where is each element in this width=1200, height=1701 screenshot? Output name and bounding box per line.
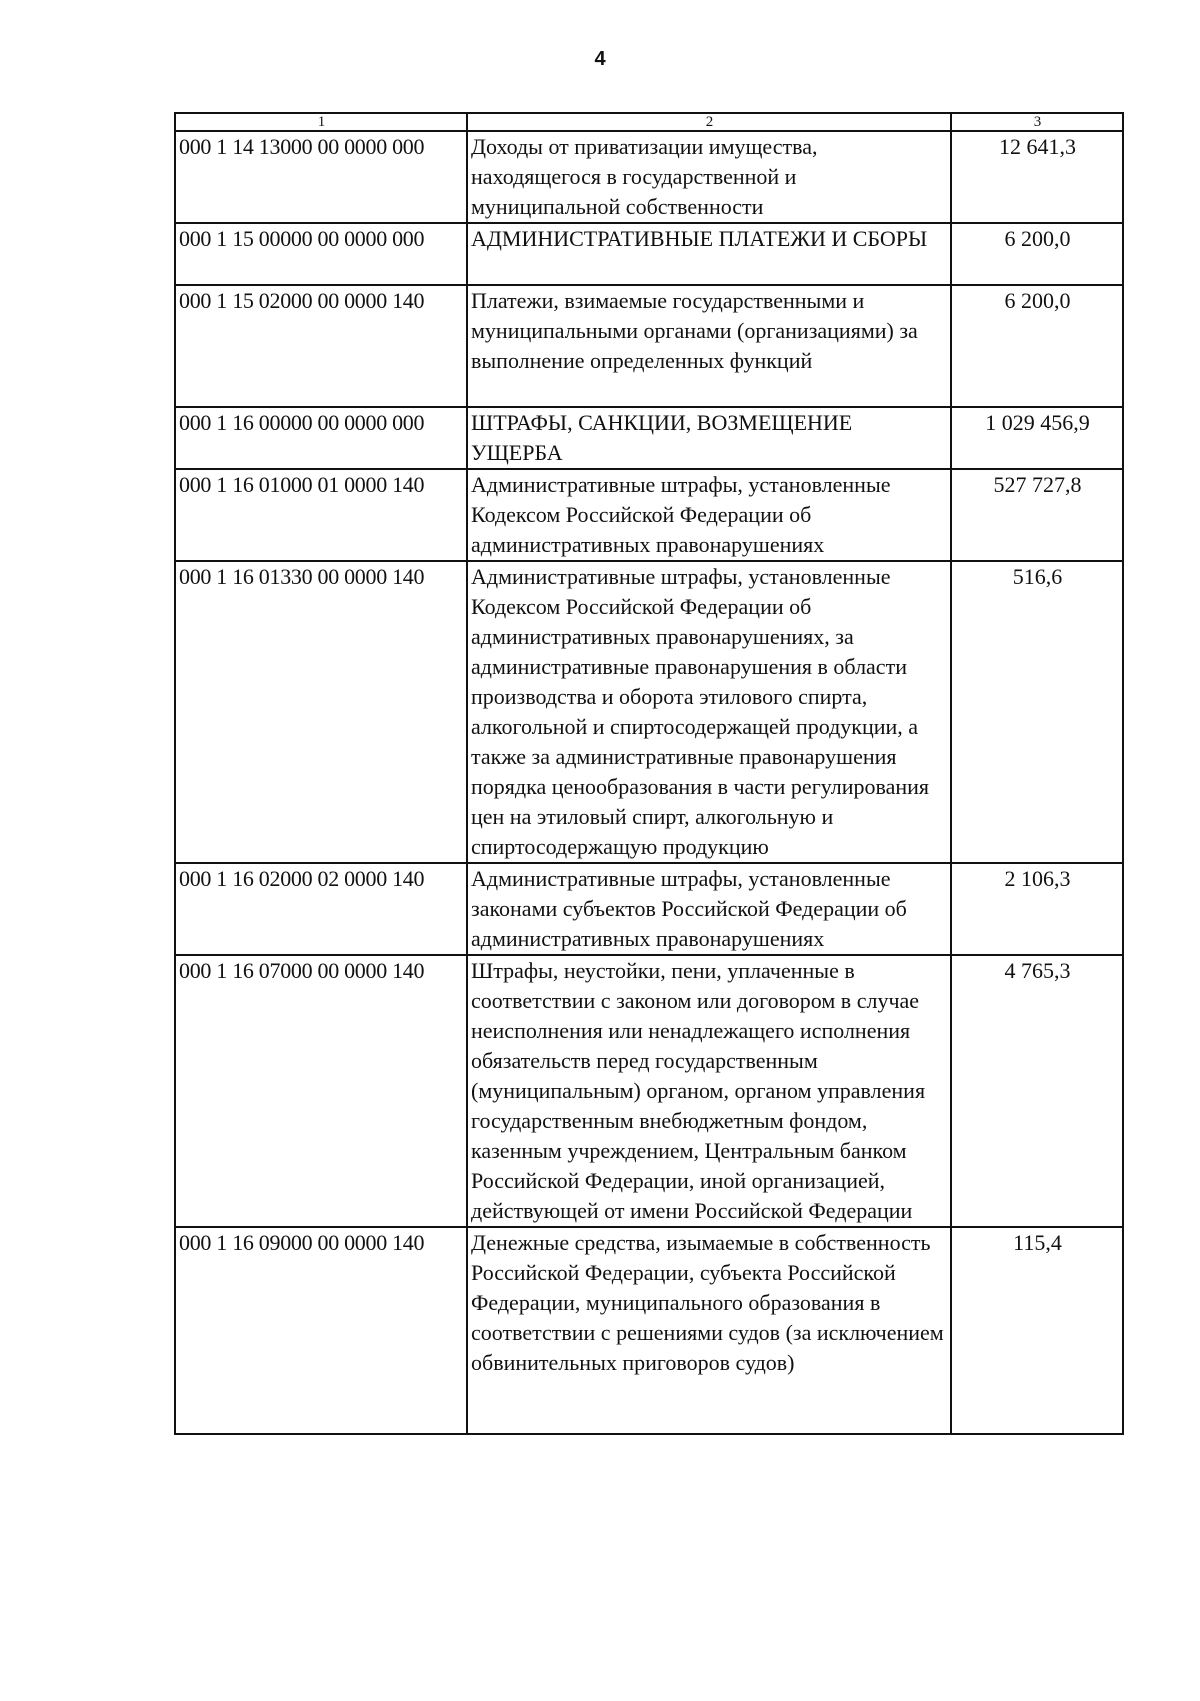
row-name: Денежные средства, изымаемые в собственность Российской Федерации, субъекта Российской Федерации, муниципального образования в соответствии с решениями судов (за исключением обвинительных приговоров судов) — [467, 1227, 951, 1434]
row-name: Платежи, взимаемые государственными и муниципальными органами (организациями) за выполнение определенных функций — [467, 285, 951, 407]
table-row — [175, 469, 1123, 561]
row-code: 000 1 16 09000 00 0000 140 — [175, 1227, 467, 1434]
row-code: 000 1 15 00000 00 0000 000 — [175, 223, 467, 285]
row-name: Штрафы, неустойки, пени, уплаченные в соответствии с законом или договором в случае неисполнения или ненадлежащего исполнения обязательств перед государственным (муниципальным) органом, органом управления государственным внебюджетным фондом, казенным учреждением, Центральным банком Российской Федерации, иной организацией, действующей от имени Российской Федерации — [467, 955, 951, 1227]
table-row — [175, 955, 1123, 1227]
row-name: ШТРАФЫ, САНКЦИИ, ВОЗМЕЩЕНИЕ УЩЕРБА — [467, 407, 951, 469]
column-header-name: 2 — [467, 113, 951, 131]
table-row — [175, 285, 1123, 407]
row-name: Административные штрафы, установленные Кодексом Российской Федерации об административных правонарушениях — [467, 469, 951, 561]
row-code: 000 1 16 02000 02 0000 140 — [175, 863, 467, 955]
row-code: 000 1 16 01330 00 0000 140 — [175, 561, 467, 863]
row-amount: 516,6 — [951, 561, 1123, 863]
table-header-row — [175, 113, 1123, 131]
row-name: Административные штрафы, установленные законами субъектов Российской Федерации об административных правонарушениях — [467, 863, 951, 955]
table-row — [175, 1227, 1123, 1434]
row-amount: 12 641,3 — [951, 131, 1123, 223]
row-amount: 4 765,3 — [951, 955, 1123, 1227]
row-name: АДМИНИСТРАТИВНЫЕ ПЛАТЕЖИ И СБОРЫ — [467, 223, 951, 285]
row-code: 000 1 15 02000 00 0000 140 — [175, 285, 467, 407]
row-name: Административные штрафы, установленные Кодексом Российской Федерации об административных правонарушениях, за административные правонарушения в области производства и оборота этилового спирта, алкогольной и спиртосодержащей продукции, а также за административные правонарушения порядка ценообразования в части регулирования цен на этиловый спирт, алкогольную и спиртосодержащую продукцию — [467, 561, 951, 863]
row-code: 000 1 16 07000 00 0000 140 — [175, 955, 467, 1227]
table-row — [175, 561, 1123, 863]
revenue-table — [174, 112, 1124, 1435]
row-amount: 115,4 — [951, 1227, 1123, 1434]
row-code: 000 1 16 00000 00 0000 000 — [175, 407, 467, 469]
row-name: Доходы от приватизации имущества, находящегося в государственной и муниципальной собственности — [467, 131, 951, 223]
column-header-code: 1 — [175, 113, 467, 131]
column-header-amount: 3 — [951, 113, 1123, 131]
table-row — [175, 407, 1123, 469]
page-number: 4 — [594, 48, 606, 70]
table-row — [175, 863, 1123, 955]
row-amount: 1 029 456,9 — [951, 407, 1123, 469]
row-code: 000 1 14 13000 00 0000 000 — [175, 131, 467, 223]
row-code: 000 1 16 01000 01 0000 140 — [175, 469, 467, 561]
table-row — [175, 223, 1123, 285]
row-amount: 527 727,8 — [951, 469, 1123, 561]
row-amount: 6 200,0 — [951, 285, 1123, 407]
row-amount: 6 200,0 — [951, 223, 1123, 285]
row-amount: 2 106,3 — [951, 863, 1123, 955]
table-row — [175, 131, 1123, 223]
